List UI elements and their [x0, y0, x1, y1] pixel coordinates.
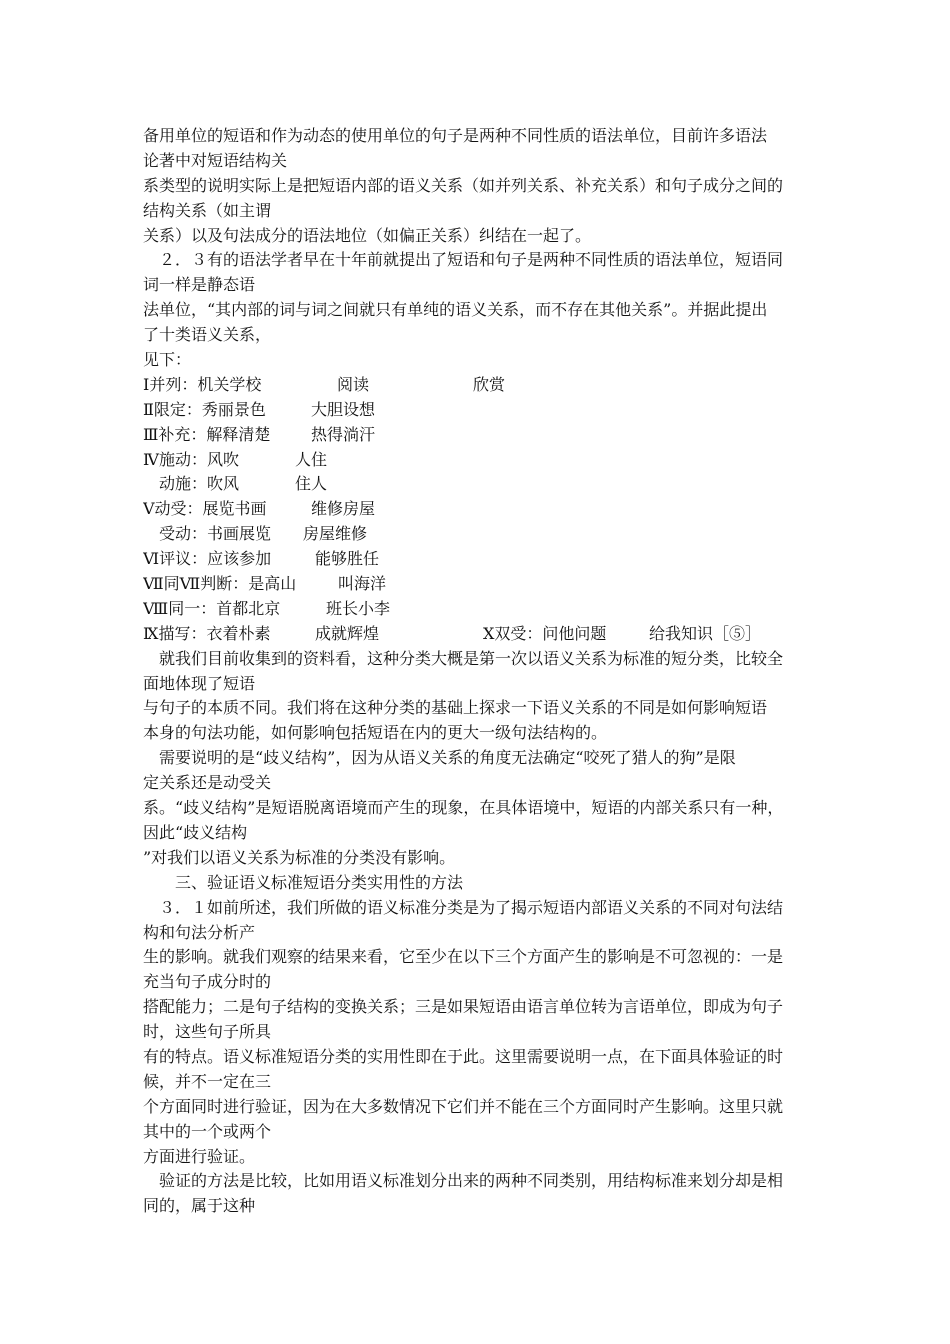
- text-line: 关系）以及句法成分的语法地位（如偏正关系）纠结在一起了。: [143, 225, 592, 245]
- category-example: 阅读: [337, 374, 370, 394]
- category-row: [143, 522, 811, 547]
- category-label: Ⅰ并列：机关学校: [143, 374, 262, 394]
- text-line: 系类型的说明实际上是把短语内部的语义关系（如并列关系、补充关系）和句子成分之间的: [143, 175, 784, 195]
- category-row: [143, 398, 811, 423]
- category-row: [143, 622, 811, 647]
- category-example: 住人: [295, 474, 328, 494]
- text-line: 备用单位的短语和作为动态的使用单位的句子是两种不同性质的语法单位，目前许多语法: [143, 126, 768, 145]
- text-line: 搭配能力；二是句子结构的变换关系；三是如果短语由语言单位转为言语单位，即成为句子: [143, 997, 784, 1017]
- text-line: 论著中对短语结构关: [143, 150, 288, 170]
- category-example: 能够胜任: [315, 549, 380, 569]
- text-line: 候，并不一定在三: [143, 1071, 272, 1091]
- text-line: 时，这些句子所具: [143, 1022, 272, 1042]
- category-example: 欣赏: [473, 374, 506, 394]
- category-example: 热得淌汗: [311, 424, 376, 444]
- category-label: Ⅱ限定：秀丽景色: [143, 399, 266, 419]
- text-line: 同的，属于这种: [143, 1196, 256, 1216]
- category-example: 班长小李: [326, 598, 391, 618]
- category-row: [143, 423, 811, 448]
- text-line: 方面进行验证。: [143, 1146, 256, 1166]
- text-line: 充当句子成分时的: [143, 972, 272, 992]
- category-label: Ⅲ补充：解释清楚: [143, 424, 271, 444]
- text-line: 本身的句法功能，如何影响包括短语在内的更大一级句法结构的。: [143, 723, 608, 743]
- category-row: [143, 472, 811, 497]
- text-line: 就我们目前收集到的资料看，这种分类大概是第一次以语义关系为标准的短分类，比较全: [143, 648, 784, 668]
- category-label: Ⅹ双受：问他问题: [483, 623, 607, 643]
- category-example: 成就辉煌: [315, 623, 380, 643]
- text-line: ”对我们以语义关系为标准的分类没有影响。: [143, 847, 456, 867]
- category-example: 给我知识［⑤］: [649, 623, 762, 643]
- text-line: 个方面同时进行验证，因为在大多数情况下它们并不能在三个方面同时产生影响。这里只就: [143, 1096, 784, 1116]
- text-line: 有的特点。语义标准短语分类的实用性即在于此。这里需要说明一点，在下面具体验证的时: [143, 1046, 784, 1066]
- text-line: 验证的方法是比较，比如用语义标准划分出来的两种不同类别，用结构标准来划分却是相: [143, 1171, 784, 1191]
- text-line: 法单位，“其内部的词与词之间就只有单纯的语义关系，而不存在其他关系”。并据此提出: [143, 300, 768, 320]
- text-line: 词一样是静态语: [143, 275, 256, 295]
- section-heading: 三、验证语义标准短语分类实用性的方法: [143, 872, 464, 892]
- text-line: 见下：: [143, 350, 192, 370]
- category-label: 受动：书画展览: [143, 524, 272, 544]
- text-line: 系。“歧义结构”是短语脱离语境而产生的现象，在具体语境中，短语的内部关系只有一种，: [143, 798, 784, 818]
- category-row: [143, 373, 811, 398]
- category-label: Ⅳ施动：风吹: [143, 449, 239, 469]
- category-label: Ⅴ动受：展览书画: [143, 499, 267, 519]
- category-label: Ⅶ同Ⅶ判断：是高山: [143, 574, 297, 594]
- category-example: 房屋维修: [303, 524, 368, 544]
- text-line: 其中的一个或两个: [143, 1121, 272, 1141]
- text-line: 结构关系（如主谓: [143, 200, 272, 220]
- text-line: 需要说明的是“歧义结构”，因为从语义关系的角度无法确定“咬死了猎人的狗”是限: [143, 748, 736, 768]
- category-label: Ⅸ描写：衣着朴素: [143, 623, 271, 643]
- category-example: 维修房屋: [311, 499, 376, 519]
- text-line: 生的影响。就我们观察的结果来看，它至少在以下三个方面产生的影响是不可忽视的：一是: [143, 947, 784, 967]
- category-example: 人住: [295, 449, 328, 469]
- text-line: ２．３有的语法学者早在十年前就提出了短语和句子是两种不同性质的语法单位，短语同: [143, 250, 784, 270]
- category-label: Ⅷ同一：首都北京: [143, 598, 281, 618]
- category-row: [143, 572, 811, 597]
- text-line: 面地体现了短语: [143, 673, 256, 693]
- document-page: [143, 124, 811, 1219]
- text-line: 构和句法分析产: [143, 922, 256, 942]
- category-row: [143, 448, 811, 473]
- category-row: [143, 497, 811, 522]
- text-line: 定关系还是动受关: [143, 773, 272, 793]
- text-line: 因此“歧义结构: [143, 822, 248, 842]
- category-example: 大胆设想: [311, 399, 376, 419]
- category-row: [143, 547, 811, 572]
- text-line: 与句子的本质不同。我们将在这种分类的基础上探求一下语义关系的不同是如何影响短语: [143, 698, 768, 718]
- text-line: 了十类语义关系，: [143, 325, 272, 345]
- category-example: 叫海洋: [338, 574, 387, 594]
- text-line: ３．１如前所述，我们所做的语义标准分类是为了揭示短语内部语义关系的不同对句法结: [143, 897, 784, 917]
- category-label: 动施：吹风: [143, 474, 240, 494]
- category-row: [143, 597, 811, 622]
- category-label: Ⅵ评议：应该参加: [143, 549, 272, 569]
